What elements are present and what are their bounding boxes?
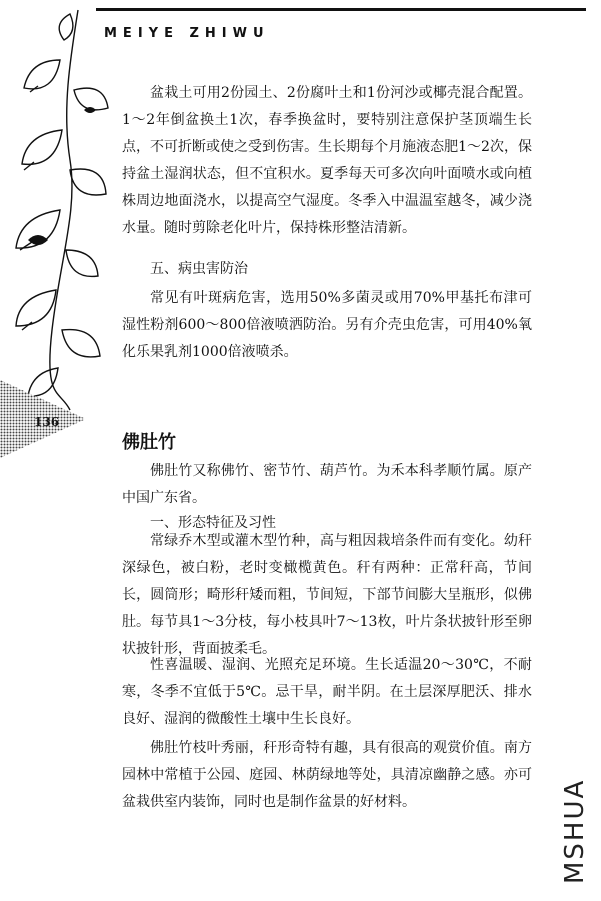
section-title: 佛肚竹: [122, 432, 176, 453]
paragraph-uses: 佛肚竹枝叶秀丽，秆形奇特有趣，具有很高的观赏价值。南方园林中常植于公园、庭园、林荫绿地等处，具清凉幽静之感。亦可盆栽供室内装饰，同时也是制作盆景的好材料。: [122, 740, 532, 810]
paragraph-intro: 佛肚竹又称佛竹、密节竹、葫芦竹。为禾本科孝顺竹属。原产中国广东省。: [122, 463, 532, 506]
paragraph-morphology: 常绿乔木型或灌木型竹种，高与粗因栽培条件而有变化。幼秆深绿色，被白粉，老时变橄榄黄色。秆有两种：正常秆高，节间长，圆筒形；畸形秆矮而粗，节间短，下部节间膨大呈瓶形，似佛肚。每节具1～3分枝，每小枝具叶7～13枚，叶片条状披针形至卵状披针形，背面披柔毛。: [122, 533, 532, 657]
header-rule: [96, 8, 586, 11]
paragraph-potting: 盆栽土可用2份园土、2份腐叶土和1份河沙或椰壳混合配置。1～2年倒盆换土1次，春季换盆时，要特别注意保护茎顶端生长点，不可折断或使之受到伤害。生长期每个月施液态肥1～2次，保持盆土湿润状态，但不宜积水。夏季每天可多次向叶面喷水或向植株周边地面浇水，以提高空气湿度。冬季入中温温室越冬，减少浇水量。随时剪除老化叶片，保持株形整洁清新。: [122, 85, 532, 236]
subheading-morphology: 一、形态特征及习性: [150, 515, 276, 531]
vine-illustration: [0, 0, 118, 420]
paragraph-habits: 性喜温暖、湿润、光照充足环境。生长适温20～30℃，不耐寒，冬季不宜低于5℃。忌干旱，耐半阴。在土层深厚肥沃、排水良好、湿润的微酸性土壤中生长良好。: [122, 657, 532, 727]
subheading-pest-control: 五、病虫害防治: [150, 261, 248, 277]
running-header: MEIYE ZHIWU: [104, 26, 270, 41]
watermark: MSHUA: [560, 778, 590, 884]
page-number: 136: [34, 415, 60, 429]
paragraph-pest-control: 常见有叶斑病危害，选用50%多菌灵或用70%甲基托布津可湿性粉剂600～800倍液喷洒防治。另有介壳虫危害，可用40%氧化乐果乳剂1000倍液喷杀。: [122, 290, 532, 360]
